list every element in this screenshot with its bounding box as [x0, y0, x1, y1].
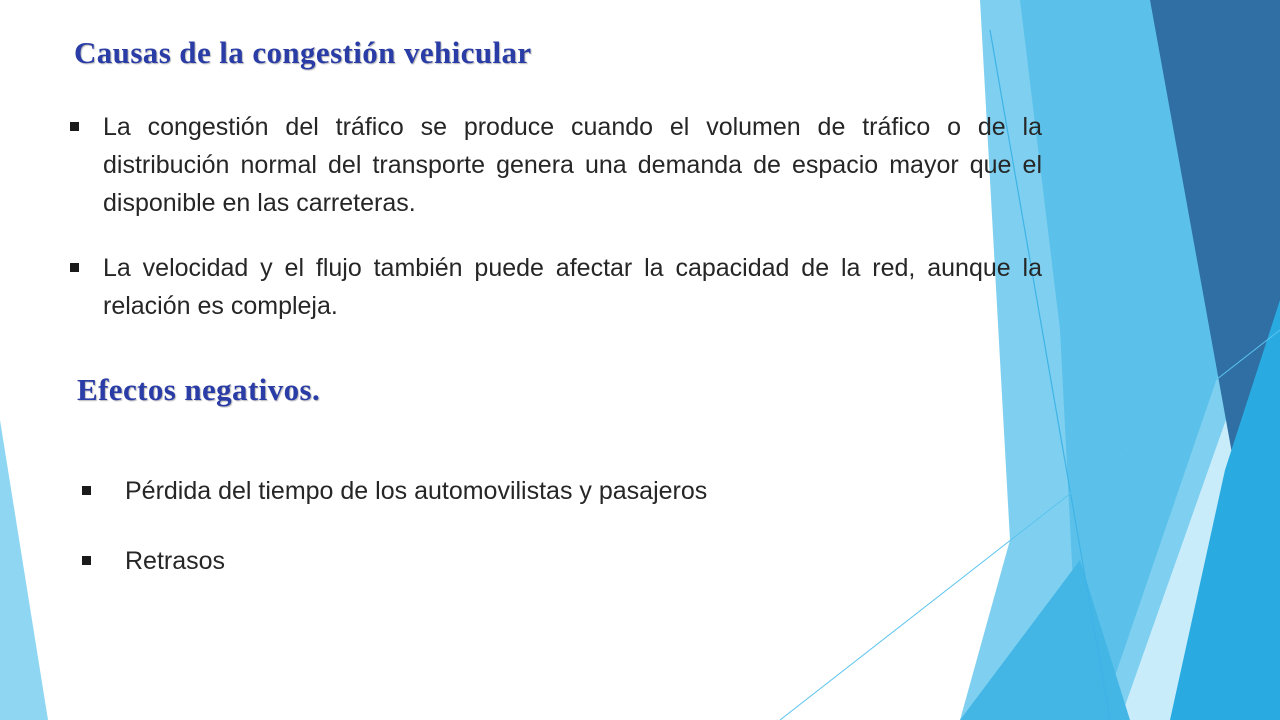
list-item-text: La velocidad y el flujo también puede afectar la capacidad de la red, aunque la relación es compleja. [103, 254, 1042, 320]
square-bullet-icon [70, 263, 79, 272]
section-title-efectos: Efectos negativos. [77, 372, 321, 407]
list-item-text: Pérdida del tiempo de los automovilistas y pasajeros [125, 477, 708, 505]
square-bullet-icon [70, 122, 79, 131]
list-item-text: La congestión del tráfico se produce cuando el volumen de tráfico o de la distribución normal del transporte genera una demanda de espacio mayor que el disponible en las carreteras. [103, 113, 1042, 217]
left-wedge-shape [0, 420, 48, 720]
section-title-causas: Causas de la congestión vehicular [74, 35, 532, 70]
list-item [80, 472, 940, 510]
square-bullet-icon [82, 486, 91, 495]
causas-bullet-list [68, 108, 1042, 352]
square-bullet-icon [82, 556, 91, 565]
list-item [68, 249, 1042, 325]
list-item [68, 108, 1042, 222]
efectos-bullet-list [80, 472, 940, 612]
list-item-text: Retrasos [125, 547, 226, 575]
list-item [80, 542, 940, 580]
